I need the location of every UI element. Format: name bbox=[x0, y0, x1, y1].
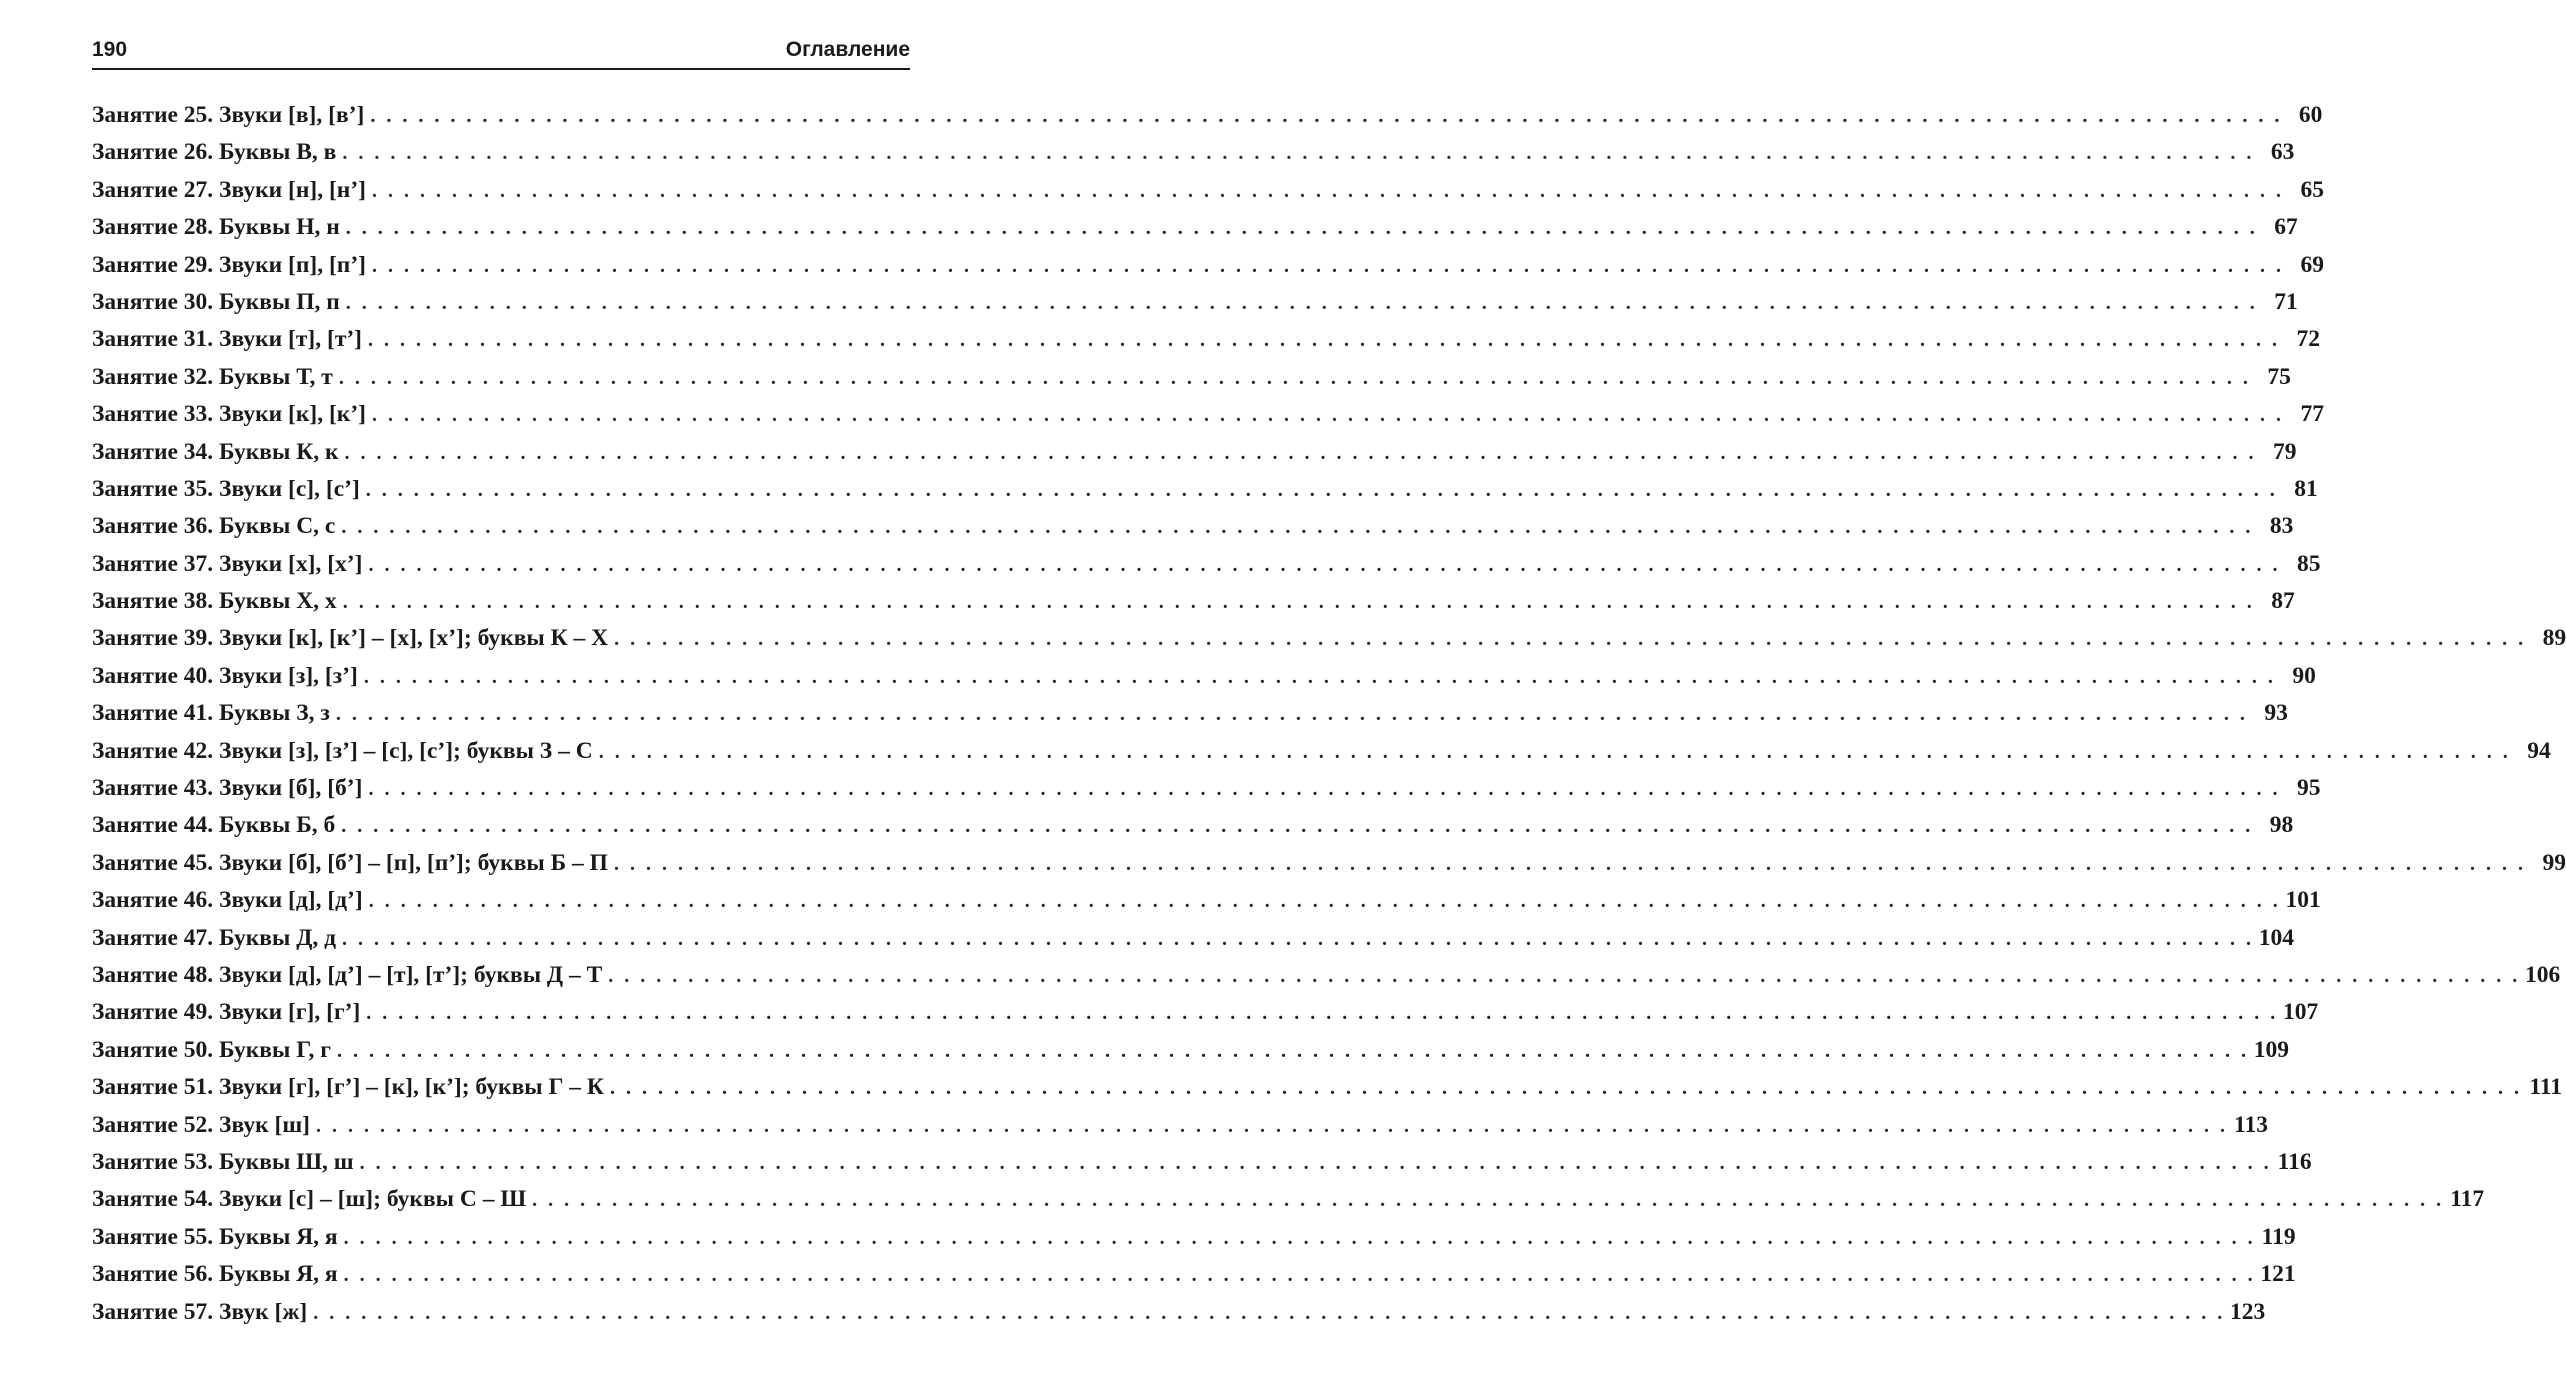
dot-leader: . . . . . . . . . . . . . . . . . . . . . . . . . . . . . . . . . . . . . . . . . . . . . . . . . . . . . . . . . . . . . . . . . . . . . . . . . . . . . . . . . . . . . . . . . . . . . . . . . . . . . . . . . . . . . . . . . . . . . . . . bbox=[365, 478, 2278, 501]
toc-entry[interactable] bbox=[92, 1298, 2266, 1336]
toc-entry[interactable] bbox=[92, 1074, 2562, 1111]
toc-entry-title: Занятие 43. Звуки [б], [б’] bbox=[92, 775, 363, 802]
dot-leader: . . . . . . . . . . . . . . . . . . . . . . . . . . . . . . . . . . . . . . . . . . . . . . . . . . . . . . . . . . . . . . . . . . . . . . . . . . . . . . . . . . . . . . . . . . . . . . . . . . . . . . . . . . . . . . . . . . . . . . . . bbox=[614, 628, 2527, 651]
toc-entry[interactable] bbox=[92, 1111, 2268, 1149]
toc-entry[interactable] bbox=[92, 1036, 2289, 1074]
toc-entry[interactable] bbox=[92, 513, 2294, 550]
toc-entry-page-number: 71 bbox=[2274, 288, 2298, 315]
toc-entry-title: Занятие 26. Буквы В, в bbox=[92, 139, 337, 166]
toc-entry-page-number: 67 bbox=[2274, 214, 2298, 241]
dot-leader: . . . . . . . . . . . . . . . . . . . . . . . . . . . . . . . . . . . . . . . . . . . . . . . . . . . . . . . . . . . . . . . . . . . . . . . . . . . . . . . . . . . . . . . . . . . . . . . . . . . . . . . . . . . . . . . . . . . . . . . . bbox=[366, 1002, 2279, 1025]
dot-leader: . . . . . . . . . . . . . . . . . . . . . . . . . . . . . . . . . . . . . . . . . . . . . . . . . . . . . . . . . . . . . . . . . . . . . . . . . . . . . . . . . . . . . . . . . . . . . . . . . . . . . . . . . . . . . . . . . . . . . . . . bbox=[342, 927, 2255, 950]
toc-entry-page-number: 65 bbox=[2300, 176, 2325, 203]
toc-entry-page-number: 116 bbox=[2277, 1148, 2312, 1175]
toc-entry-page-number: 93 bbox=[2264, 700, 2288, 727]
dot-leader: . . . . . . . . . . . . . . . . . . . . . . . . . . . . . . . . . . . . . . . . . . . . . . . . . . . . . . . . . . . . . . . . . . . . . . . . . . . . . . . . . . . . . . . . . . . . . . . . . . . . . . . . . . . . . . . . . . . . . . . . bbox=[372, 179, 2285, 202]
dot-leader: . . . . . . . . . . . . . . . . . . . . . . . . . . . . . . . . . . . . . . . . . . . . . . . . . . . . . . . . . . . . . . . . . . . . . . . . . . . . . . . . . . . . . . . . . . . . . . . . . . . . . . . . . . . . . . . . . . . . . . . . bbox=[598, 740, 2511, 763]
toc-entry-title: Занятие 45. Звуки [б], [б’] – [п], [п’]; буквы Б – П bbox=[92, 849, 608, 876]
dot-leader: . . . . . . . . . . . . . . . . . . . . . . . . . . . . . . . . . . . . . . . . . . . . . . . . . . . . . . . . . . . . . . . . . . . . . . . . . . . . . . . . . . . . . . . . . . . . . . . . . . . . . . . . . . . . . . . . . . . . . . . . bbox=[370, 105, 2283, 127]
toc-entry-page-number: 63 bbox=[2270, 139, 2295, 166]
dot-leader: . . . . . . . . . . . . . . . . . . . . . . . . . . . . . . . . . . . . . . . . . . . . . . . . . . . . . . . . . . . . . . . . . . . . . . . . . . . . . . . . . . . . . . . . . . . . . . . . . . . . . . . . . . . . . . . . . . . . . . . . bbox=[343, 1226, 2256, 1249]
page-number: 190 bbox=[92, 38, 128, 61]
toc-entry-page-number: 121 bbox=[2260, 1261, 2296, 1288]
toc-entry[interactable] bbox=[92, 401, 2325, 438]
toc-entry-page-number: 117 bbox=[2450, 1186, 2485, 1213]
toc-entry-title: Занятие 25. Звуки [в], [в’] bbox=[92, 102, 365, 128]
toc-entry[interactable] bbox=[92, 1261, 2296, 1298]
dot-leader: . . . . . . . . . . . . . . . . . . . . . . . . . . . . . . . . . . . . . . . . . . . . . . . . . . . . . . . . . . . . . . . . . . . . . . . . . . . . . . . . . . . . . . . . . . . . . . . . . . . . . . . . . . . . . . . . . . . . . . . . bbox=[338, 366, 2251, 389]
toc-entry-title: Занятие 28. Буквы Н, н bbox=[92, 214, 340, 241]
toc-entry[interactable] bbox=[92, 849, 2566, 887]
dot-leader: . . . . . . . . . . . . . . . . . . . . . . . . . . . . . . . . . . . . . . . . . . . . . . . . . . . . . . . . . . . . . . . . . . . . . . . . . . . . . . . . . . . . . . . . . . . . . . . . . . . . . . . . . . . . . . . . . . . . . . . . bbox=[609, 1077, 2522, 1100]
toc-entry-page-number: 90 bbox=[2292, 662, 2316, 689]
toc-entry-title: Занятие 38. Буквы Х, х bbox=[92, 588, 337, 615]
toc-entry[interactable] bbox=[92, 288, 2298, 326]
dot-leader: . . . . . . . . . . . . . . . . . . . . . . . . . . . . . . . . . . . . . . . . . . . . . . . . . . . . . . . . . . . . . . . . . . . . . . . . . . . . . . . . . . . . . . . . . . . . . . . . . . . . . . . . . . . . . . . . . . . . . . . . bbox=[368, 890, 2281, 913]
toc-entry-title: Занятие 33. Звуки [к], [к’] bbox=[92, 401, 367, 428]
toc-entry-page-number: 106 bbox=[2525, 961, 2561, 988]
toc-entry-title: Занятие 31. Звуки [т], [т’] bbox=[92, 326, 363, 353]
dot-leader: . . . . . . . . . . . . . . . . . . . . . . . . . . . . . . . . . . . . . . . . . . . . . . . . . . . . . . . . . . . . . . . . . . . . . . . . . . . . . . . . . . . . . . . . . . . . . . . . . . . . . . . . . . . . . . . . . . . . . . . . bbox=[613, 852, 2526, 875]
toc-entry[interactable] bbox=[92, 625, 2566, 662]
toc-entry[interactable] bbox=[92, 924, 2295, 962]
table-of-contents bbox=[92, 102, 2566, 1336]
toc-entry-page-number: 107 bbox=[2283, 999, 2319, 1026]
toc-entry-page-number: 81 bbox=[2294, 475, 2318, 502]
toc-entry-page-number: 95 bbox=[2296, 775, 2321, 802]
toc-entry-page-number: 99 bbox=[2542, 849, 2566, 876]
toc-entry-title: Занятие 37. Звуки [х], [х’] bbox=[92, 550, 363, 577]
dot-leader: . . . . . . . . . . . . . . . . . . . . . . . . . . . . . . . . . . . . . . . . . . . . . . . . . . . . . . . . . . . . . . . . . . . . . . . . . . . . . . . . . . . . . . . . . . . . . . . . . . . . . . . . . . . . . . . . . . . . . . . . bbox=[344, 441, 2257, 464]
toc-entry-page-number: 123 bbox=[2229, 1298, 2266, 1325]
toc-entry[interactable] bbox=[92, 102, 2323, 139]
toc-entry-title: Занятие 34. Буквы К, к bbox=[92, 438, 339, 465]
dot-leader: . . . . . . . . . . . . . . . . . . . . . . . . . . . . . . . . . . . . . . . . . . . . . . . . . . . . . . . . . . . . . . . . . . . . . . . . . . . . . . . . . . . . . . . . . . . . . . . . . . . . . . . . . . . . . . . . . . . . . . . . bbox=[608, 964, 2521, 987]
dot-leader: . . . . . . . . . . . . . . . . . . . . . . . . . . . . . . . . . . . . . . . . . . . . . . . . . . . . . . . . . . . . . . . . . . . . . . . . . . . . . . . . . . . . . . . . . . . . . . . . . . . . . . . . . . . . . . . . . . . . . . . . bbox=[342, 142, 2255, 165]
toc-entry-page-number: 60 bbox=[2298, 102, 2323, 128]
toc-entry[interactable] bbox=[92, 662, 2316, 700]
dot-leader: . . . . . . . . . . . . . . . . . . . . . . . . . . . . . . . . . . . . . . . . . . . . . . . . . . . . . . . . . . . . . . . . . . . . . . . . . . . . . . . . . . . . . . . . . . . . . . . . . . . . . . . . . . . . . . . . . . . . . . . . bbox=[372, 254, 2285, 277]
toc-entry[interactable] bbox=[92, 1186, 2485, 1223]
dot-leader: . . . . . . . . . . . . . . . . . . . . . . . . . . . . . . . . . . . . . . . . . . . . . . . . . . . . . . . . . . . . . . . . . . . . . . . . . . . . . . . . . . . . . . . . . . . . . . . . . . . . . . . . . . . . . . . . . . . . . . . . bbox=[316, 1114, 2228, 1137]
dot-leader: . . . . . . . . . . . . . . . . . . . . . . . . . . . . . . . . . . . . . . . . . . . . . . . . . . . . . . . . . . . . . . . . . . . . . . . . . . . . . . . . . . . . . . . . . . . . . . . . . . . . . . . . . . . . . . . . . . . . . . . . bbox=[335, 703, 2248, 726]
toc-entry[interactable] bbox=[92, 326, 2321, 363]
toc-entry-title: Занятие 39. Звуки [к], [к’] – [х], [х’]; буквы К – Х bbox=[92, 625, 609, 652]
toc-entry[interactable] bbox=[92, 961, 2561, 999]
toc-entry-page-number: 111 bbox=[2529, 1074, 2562, 1101]
toc-entry-title: Занятие 47. Буквы Д, д bbox=[92, 924, 337, 951]
toc-entry-page-number: 98 bbox=[2269, 812, 2294, 839]
dot-leader: . . . . . . . . . . . . . . . . . . . . . . . . . . . . . . . . . . . . . . . . . . . . . . . . . . . . . . . . . . . . . . . . . . . . . . . . . . . . . . . . . . . . . . . . . . . . . . . . . . . . . . . . . . . . . . . . . . . . . . . . bbox=[532, 1189, 2445, 1212]
dot-leader: . . . . . . . . . . . . . . . . . . . . . . . . . . . . . . . . . . . . . . . . . . . . . . . . . . . . . . . . . . . . . . . . . . . . . . . . . . . . . . . . . . . . . . . . . . . . . . . . . . . . . . . . . . . . . . . . . . . . . . . . bbox=[313, 1301, 2226, 1324]
toc-entry-page-number: 85 bbox=[2296, 550, 2321, 577]
toc-entry-title: Занятие 56. Буквы Я, я bbox=[92, 1261, 338, 1288]
page-header bbox=[92, 30, 910, 70]
toc-entry-page-number: 104 bbox=[2258, 924, 2295, 951]
toc-entry-page-number: 75 bbox=[2267, 363, 2291, 390]
toc-entry[interactable] bbox=[92, 999, 2319, 1036]
toc-entry-title: Занятие 30. Буквы П, п bbox=[92, 288, 340, 315]
toc-entry-page-number: 109 bbox=[2253, 1036, 2289, 1063]
dot-leader: . . . . . . . . . . . . . . . . . . . . . . . . . . . . . . . . . . . . . . . . . . . . . . . . . . . . . . . . . . . . . . . . . . . . . . . . . . . . . . . . . . . . . . . . . . . . . . . . . . . . . . . . . . . . . . . . . . . . . . . . bbox=[363, 665, 2276, 688]
toc-entry-page-number: 113 bbox=[2234, 1111, 2268, 1138]
dot-leader: . . . . . . . . . . . . . . . . . . . . . . . . . . . . . . . . . . . . . . . . . . . . . . . . . . . . . . . . . . . . . . . . . . . . . . . . . . . . . . . . . . . . . . . . . . . . . . . . . . . . . . . . . . . . . . . . . . . . . . . . bbox=[342, 591, 2255, 614]
toc-entry-title: Занятие 52. Звук [ш] bbox=[92, 1111, 310, 1138]
toc-entry[interactable] bbox=[92, 251, 2325, 289]
toc-entry[interactable] bbox=[92, 588, 2295, 625]
toc-entry[interactable] bbox=[92, 1223, 2296, 1261]
toc-entry-title: Занятие 41. Буквы З, з bbox=[92, 700, 330, 727]
toc-entry[interactable] bbox=[92, 363, 2291, 401]
toc-entry-title: Занятие 29. Звуки [п], [п’] bbox=[92, 251, 367, 278]
toc-entry-title: Занятие 55. Буквы Я, я bbox=[92, 1223, 338, 1250]
toc-entry-title: Занятие 36. Буквы С, с bbox=[92, 513, 336, 540]
toc-entry-title: Занятие 32. Буквы Т, т bbox=[92, 363, 333, 390]
dot-leader: . . . . . . . . . . . . . . . . . . . . . . . . . . . . . . . . . . . . . . . . . . . . . . . . . . . . . . . . . . . . . . . . . . . . . . . . . . . . . . . . . . . . . . . . . . . . . . . . . . . . . . . . . . . . . . . . . . . . . . . . bbox=[341, 516, 2254, 539]
toc-entry-page-number: 94 bbox=[2527, 737, 2551, 764]
dot-leader: . . . . . . . . . . . . . . . . . . . . . . . . . . . . . . . . . . . . . . . . . . . . . . . . . . . . . . . . . . . . . . . . . . . . . . . . . . . . . . . . . . . . . . . . . . . . . . . . . . . . . . . . . . . . . . . . . . . . . . . . bbox=[336, 1039, 2249, 1062]
dot-leader: . . . . . . . . . . . . . . . . . . . . . . . . . . . . . . . . . . . . . . . . . . . . . . . . . . . . . . . . . . . . . . . . . . . . . . . . . . . . . . . . . . . . . . . . . . . . . . . . . . . . . . . . . . . . . . . . . . . . . . . . bbox=[368, 778, 2281, 801]
dot-leader: . . . . . . . . . . . . . . . . . . . . . . . . . . . . . . . . . . . . . . . . . . . . . . . . . . . . . . . . . . . . . . . . . . . . . . . . . . . . . . . . . . . . . . . . . . . . . . . . . . . . . . . . . . . . . . . . . . . . . . . . bbox=[343, 1264, 2256, 1287]
toc-entry-title: Занятие 57. Звук [ж] bbox=[92, 1298, 308, 1325]
toc-entry-title: Занятие 49. Звуки [г], [г’] bbox=[92, 999, 361, 1026]
toc-entry-title: Занятие 48. Звуки [д], [д’] – [т], [т’]; буквы Д – Т bbox=[92, 961, 603, 988]
dot-leader: . . . . . . . . . . . . . . . . . . . . . . . . . . . . . . . . . . . . . . . . . . . . . . . . . . . . . . . . . . . . . . . . . . . . . . . . . . . . . . . . . . . . . . . . . . . . . . . . . . . . . . . . . . . . . . . . . . . . . . . . bbox=[368, 553, 2281, 576]
dot-leader: . . . . . . . . . . . . . . . . . . . . . . . . . . . . . . . . . . . . . . . . . . . . . . . . . . . . . . . . . . . . . . . . . . . . . . . . . . . . . . . . . . . . . . . . . . . . . . . . . . . . . . . . . . . . . . . . . . . . . . . . bbox=[345, 291, 2258, 314]
toc-entry-title: Занятие 46. Звуки [д], [д’] bbox=[92, 887, 363, 914]
toc-entry[interactable] bbox=[92, 550, 2321, 588]
toc-entry-title: Занятие 51. Звуки [г], [г’] – [к], [к’]; буквы Г – К bbox=[92, 1074, 604, 1101]
toc-entry[interactable] bbox=[92, 700, 2288, 737]
toc-entry[interactable] bbox=[92, 737, 2551, 775]
toc-entry[interactable] bbox=[92, 1148, 2312, 1186]
toc-entry-page-number: 101 bbox=[2285, 887, 2321, 914]
toc-entry-page-number: 77 bbox=[2300, 401, 2325, 428]
header-rule bbox=[92, 68, 910, 70]
toc-entry-title: Занятие 50. Буквы Г, г bbox=[92, 1036, 331, 1063]
toc-entry-page-number: 69 bbox=[2300, 251, 2325, 278]
toc-entry-title: Занятие 27. Звуки [н], [н’] bbox=[92, 176, 367, 203]
toc-entry-page-number: 79 bbox=[2273, 438, 2297, 465]
toc-entry[interactable] bbox=[92, 812, 2294, 849]
toc-entry[interactable] bbox=[92, 887, 2321, 924]
toc-entry-title: Занятие 53. Буквы Ш, ш bbox=[92, 1148, 354, 1175]
toc-entry-title: Занятие 42. Звуки [з], [з’] – [с], [с’]; буквы З – С bbox=[92, 737, 593, 764]
toc-entry[interactable] bbox=[92, 438, 2297, 476]
toc-entry-title: Занятие 35. Звуки [с], [с’] bbox=[92, 475, 360, 502]
toc-entry-page-number: 87 bbox=[2271, 588, 2295, 615]
toc-entry-page-number: 119 bbox=[2261, 1223, 2296, 1250]
toc-entry[interactable] bbox=[92, 176, 2325, 214]
dot-leader: . . . . . . . . . . . . . . . . . . . . . . . . . . . . . . . . . . . . . . . . . . . . . . . . . . . . . . . . . . . . . . . . . . . . . . . . . . . . . . . . . . . . . . . . . . . . . . . . . . . . . . . . . . . . . . . . . . . . . . . . bbox=[341, 815, 2254, 838]
dot-leader: . . . . . . . . . . . . . . . . . . . . . . . . . . . . . . . . . . . . . . . . . . . . . . . . . . . . . . . . . . . . . . . . . . . . . . . . . . . . . . . . . . . . . . . . . . . . . . . . . . . . . . . . . . . . . . . . . . . . . . . . bbox=[359, 1151, 2272, 1174]
toc-entry[interactable] bbox=[92, 475, 2318, 513]
toc-entry-title: Занятие 54. Звуки [с] – [ш]; буквы С – Ш bbox=[92, 1186, 527, 1213]
dot-leader: . . . . . . . . . . . . . . . . . . . . . . . . . . . . . . . . . . . . . . . . . . . . . . . . . . . . . . . . . . . . . . . . . . . . . . . . . . . . . . . . . . . . . . . . . . . . . . . . . . . . . . . . . . . . . . . . . . . . . . . . bbox=[345, 217, 2258, 240]
toc-entry-page-number: 72 bbox=[2296, 326, 2321, 353]
toc-entry[interactable] bbox=[92, 214, 2298, 251]
dot-leader: . . . . . . . . . . . . . . . . . . . . . . . . . . . . . . . . . . . . . . . . . . . . . . . . . . . . . . . . . . . . . . . . . . . . . . . . . . . . . . . . . . . . . . . . . . . . . . . . . . . . . . . . . . . . . . . . . . . . . . . . bbox=[368, 329, 2281, 352]
toc-entry-page-number: 89 bbox=[2542, 625, 2566, 652]
dot-leader: . . . . . . . . . . . . . . . . . . . . . . . . . . . . . . . . . . . . . . . . . . . . . . . . . . . . . . . . . . . . . . . . . . . . . . . . . . . . . . . . . . . . . . . . . . . . . . . . . . . . . . . . . . . . . . . . . . . . . . . . bbox=[372, 404, 2285, 427]
toc-entry-title: Занятие 44. Буквы Б, б bbox=[92, 812, 336, 839]
section-title: Оглавление bbox=[785, 38, 910, 61]
toc-entry[interactable] bbox=[92, 139, 2295, 176]
toc-entry-page-number: 83 bbox=[2269, 513, 2294, 540]
toc-entry[interactable] bbox=[92, 775, 2321, 812]
toc-entry-title: Занятие 40. Звуки [з], [з’] bbox=[92, 662, 358, 689]
